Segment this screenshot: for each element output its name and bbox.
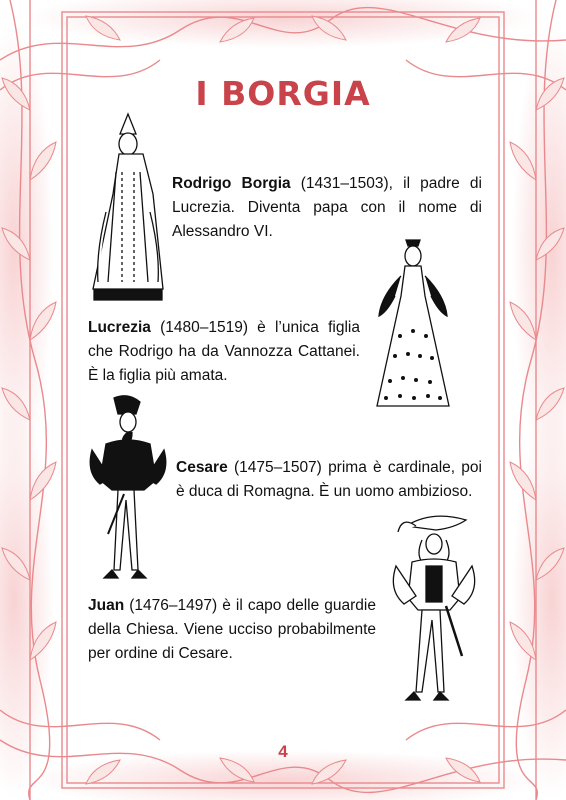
entry-text: (1480–1519) è l’unica figlia che Rodrigo ha da Vannozza Cattanei. È la figlia più amata. bbox=[88, 319, 360, 384]
entry-name: Cesare bbox=[176, 459, 228, 476]
entry-text: (1476–1497) è il capo delle guardie della Chiesa. Viene ucciso probabilmente per ordine di Cesare. bbox=[88, 597, 376, 662]
page-title: I BORGIA bbox=[195, 74, 371, 113]
noblewoman-figure-illustration bbox=[370, 236, 456, 412]
entry-juan bbox=[88, 594, 376, 666]
guard-captain-figure-illustration bbox=[386, 512, 478, 708]
entry-text: (1475–1507) prima è cardinale, poi è duca di Romagna. È un uomo ambizioso. bbox=[176, 459, 482, 500]
entry-name: Rodrigo Borgia bbox=[172, 175, 291, 192]
entry-text: (1431–1503), il padre di Lucrezia. Diventa papa con il nome di Alessandro VI. bbox=[172, 175, 482, 240]
pope-figure-illustration bbox=[88, 112, 168, 304]
entry-rodrigo bbox=[172, 172, 482, 244]
entry-lucrezia bbox=[88, 316, 360, 388]
entry-cesare bbox=[176, 456, 482, 504]
entry-name: Lucrezia bbox=[88, 319, 151, 336]
page-number: 4 bbox=[278, 742, 288, 761]
entry-name: Juan bbox=[88, 597, 125, 614]
nobleman-figure-illustration bbox=[84, 394, 174, 584]
